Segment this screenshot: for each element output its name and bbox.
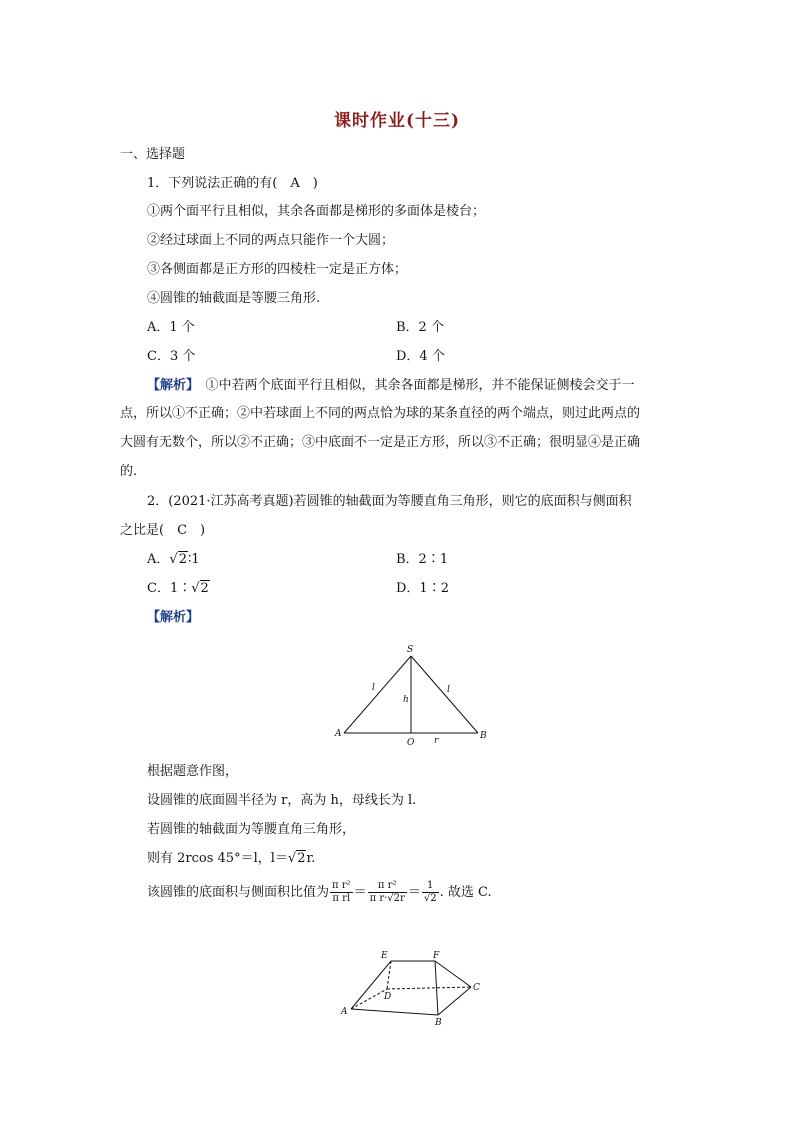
q2-option-a: A．√2∶1	[147, 552, 200, 567]
q1-option-d: D．4 个	[396, 349, 445, 364]
q2-stem-line-1: 2．(2021·江苏高考真题)若圆锥的轴截面为等腰直角三角形，则它的底面积与侧面积	[147, 494, 632, 509]
q1-analysis-line-4: 的.	[120, 464, 138, 479]
sqrt-symbol: √2	[287, 851, 306, 866]
q2-option-d: D．1∶2	[396, 581, 449, 596]
q2-sol-line-2: 设圆锥的底面圆半径为 r，高为 h，母线长为 l.	[147, 793, 417, 808]
q1-option-b: B．2 个	[396, 320, 444, 335]
cone-section-figure	[330, 640, 500, 750]
q2-option-c: C．1∶√2	[147, 581, 209, 596]
fraction-2: $\frac{\text{π r²}}{\text{π r·√2r}}$	[369, 880, 405, 904]
q1-option-a: A．1 个	[147, 320, 195, 335]
edge-bc	[438, 987, 471, 1015]
edge-ab	[351, 1009, 438, 1015]
label-a: A	[335, 729, 342, 739]
label-l-right: l	[447, 685, 450, 695]
q1-analysis-line-2: 点，所以①不正确；②中若球面上不同的两点恰为球的某条直径的两个端点，则过此两点的	[120, 406, 641, 421]
label-b: B	[480, 731, 487, 741]
label-e: E	[381, 951, 388, 961]
edge-fc	[435, 961, 471, 987]
label-h: h	[403, 695, 409, 705]
page-title: 课时作业(十三)	[333, 111, 461, 131]
q1-analysis-line-1	[147, 378, 635, 394]
q1-item-4: ④圆锥的轴截面是等腰三角形.	[147, 291, 321, 306]
sqrt-symbol: √2	[169, 552, 187, 567]
q2-option-b: B．2∶1	[396, 552, 449, 567]
q1-stem: 1．下列说法正确的有( A )	[147, 176, 318, 191]
q2-sol-line-1: 根据题意作图，	[147, 764, 239, 779]
label-o: O	[407, 738, 415, 748]
solid-figure	[335, 945, 495, 1030]
q2-sol-line-3: 若圆锥的轴截面为等腰直角三角形，	[147, 822, 356, 837]
section-heading: 一、选择题	[120, 147, 186, 162]
label-s: S	[407, 645, 414, 655]
q2-sol-line-5: 该圆锥的底面积与侧面积比值为 $\frac{\text{π r²}}{\text{π rl}}$ ＝ $\frac{\text{π r²}}{\text{π r·√2r}}$ ＝ $\frac{1}{√2}$ . 故选 C.	[147, 880, 492, 904]
q1-item-3: ③各侧面都是正方形的四棱柱一定是正方体；	[147, 262, 408, 277]
edge-ad	[351, 989, 387, 1009]
q2-analysis-tag: 【解析】	[147, 610, 200, 625]
label-l-left: l	[372, 683, 375, 693]
label-d: D	[384, 992, 392, 1002]
fraction-1: $\frac{\text{π r²}}{\text{π rl}}$	[332, 880, 351, 904]
q2-sol-line-4: 则有 2rcos 45°＝l，l＝√2r.	[147, 851, 316, 866]
edge-sa	[344, 656, 411, 733]
q2-stem-line-2: 之比是( C )	[120, 523, 206, 538]
label-b2: B	[435, 1018, 442, 1028]
q1-analysis-tag: 【解析】	[147, 378, 193, 393]
label-c: C	[473, 983, 480, 993]
q1-option-c: C．3 个	[147, 349, 196, 364]
sqrt-symbol: √2	[191, 581, 209, 596]
q1-analysis-text-1: ①中若两个底面平行且相似，其余各面都是梯形，并不能保证侧棱会交于一	[192, 378, 635, 393]
edge-dc	[387, 987, 471, 989]
label-r: r	[434, 736, 439, 746]
label-f: F	[433, 951, 440, 961]
q1-item-1: ①两个面平行且相似，其余各面都是梯形的多面体是棱台；	[147, 204, 486, 219]
q1-analysis-line-3: 大圆有无数个，所以②不正确；③中底面不一定是正方形，所以③不正确；很明显④是正确	[120, 435, 641, 450]
q1-item-2: ②经过球面上不同的两点只能作一个大圆；	[147, 233, 395, 248]
edge-sb	[411, 656, 478, 733]
fraction-3: $\frac{1}{√2}$	[423, 880, 437, 904]
label-a2: A	[341, 1007, 348, 1017]
